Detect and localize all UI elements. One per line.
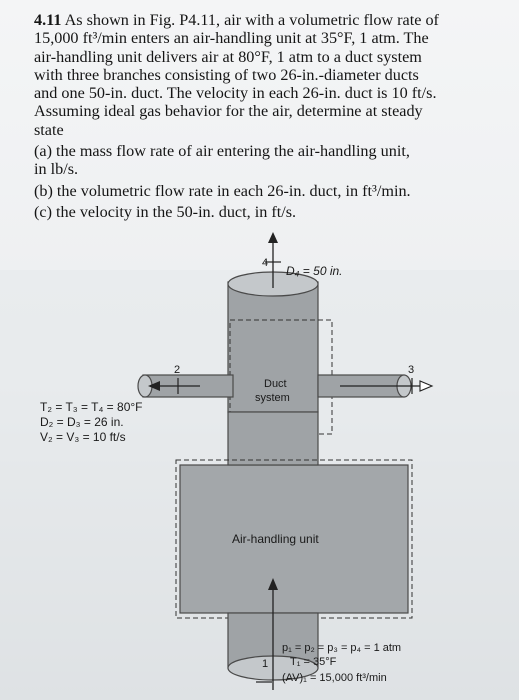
duct-label-line-1: Duct	[264, 378, 287, 390]
statement-line-4: with three branches consisting of two 26-in.-diameter ducts	[34, 65, 419, 84]
statement-line-6: Assuming ideal gas behavior for the air, determine at steady	[34, 102, 423, 121]
inlet-temperature: T₁ = 35°F	[290, 656, 337, 668]
flow-arrowhead-4	[268, 232, 278, 243]
station-1-label: 1	[262, 658, 269, 670]
part-c: (c) the velocity in the 50-in. duct, in ft/s.	[34, 202, 297, 221]
statement-line-7: state	[34, 120, 64, 139]
station-2-label: 2	[174, 364, 181, 376]
condition-diameter: D₂ = D₃ = 26 in.	[40, 415, 124, 429]
ahu-label: Air-handling unit	[232, 532, 319, 546]
problem-intro	[34, 11, 504, 29]
d4-label: D₄ = 50 in.	[286, 264, 343, 278]
statement-line-2: 15,000 ft³/min enters an air-handling unit at 35°F, 1 atm. The	[34, 29, 429, 48]
part-a-line-1: (a) the mass flow rate of air entering the air-handling unit,	[34, 142, 410, 161]
part-a-line-2: in lb/s.	[34, 160, 79, 179]
inlet-volumetric-flow: (AV)₁ = 15,000 ft³/min	[282, 672, 387, 684]
statement-line-1: As shown in Fig. P4.11, air with a volumetric flow rate of	[64, 11, 439, 29]
figure-p4-11	[0, 230, 519, 700]
station-4-label: 4	[262, 257, 269, 269]
condition-temperature: T₂ = T₃ = T₄ = 80°F	[40, 400, 143, 414]
inlet-pressure: p₁ = p₂ = p₃ = p₄ = 1 atm	[282, 642, 402, 654]
problem-number: 4.11	[34, 11, 62, 29]
part-b: (b) the volumetric flow rate in each 26-in. duct, in ft³/min.	[34, 181, 411, 200]
condition-velocity: V₂ = V₃ = 10 ft/s	[40, 430, 126, 444]
duct-label-line-2: system	[255, 392, 290, 404]
statement-line-3: air-handling unit delivers air at 80°F, 1 atm to a duct system	[34, 47, 422, 66]
duct-connector	[228, 412, 318, 465]
problem-statement	[34, 11, 504, 221]
station-3-label: 3	[408, 364, 415, 376]
duct-diagram	[0, 230, 519, 700]
statement-line-5: and one 50-in. duct. The velocity in each 26-in. duct is 10 ft/s.	[34, 84, 437, 103]
